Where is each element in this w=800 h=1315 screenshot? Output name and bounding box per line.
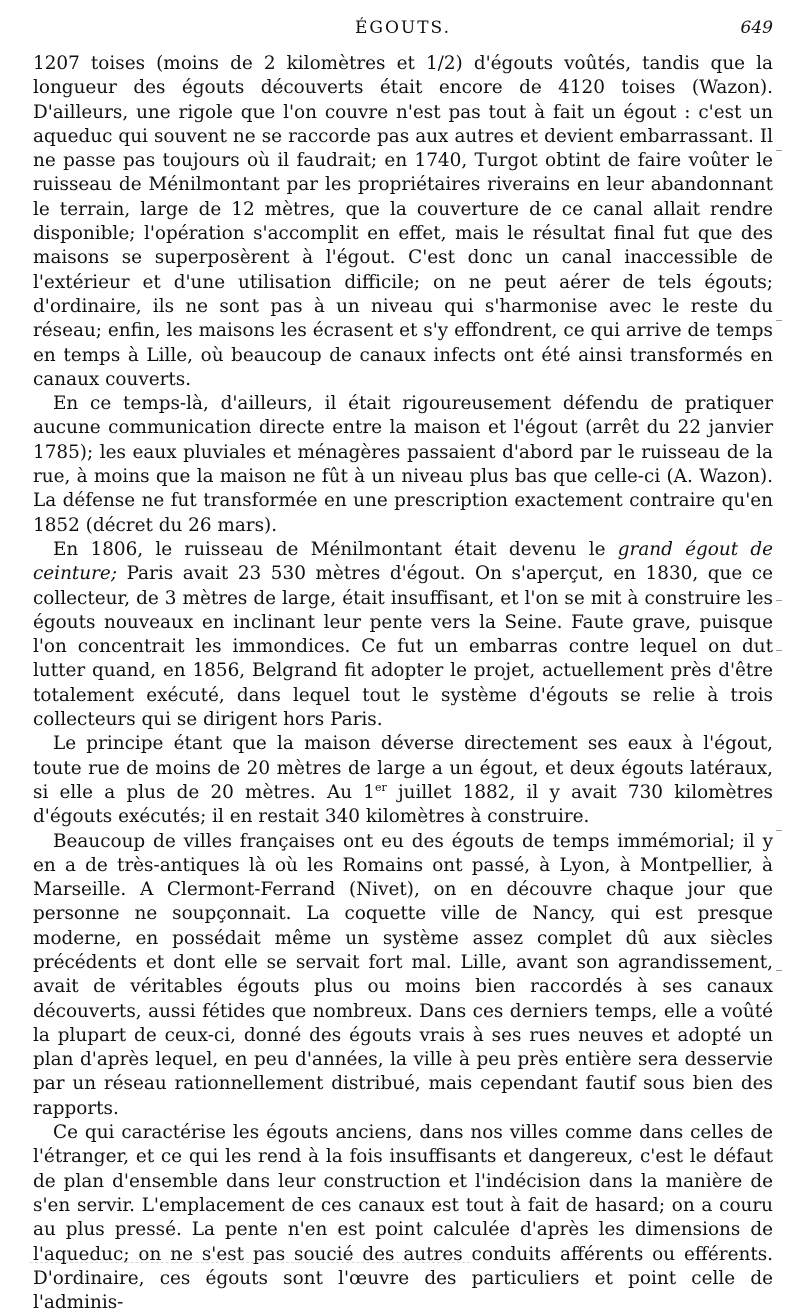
- page-number: 649: [740, 18, 773, 38]
- paragraph-3-start: En 1806, le ruisseau de Ménilmontant était devenu le: [53, 538, 606, 560]
- paragraph-4: [33, 732, 773, 829]
- paragraph-4-end: juillet 1882, il y avait 730 kilomètres d'égouts exécutés; il en restait 340 kilomètres à construire.: [33, 781, 773, 828]
- paragraph-5: Beaucoup de villes françaises ont eu des égouts de temps immémorial; il y en a de très-antiques là où les Romains ont passé, à Lyon, à Montpellier, à Marseille. A Clermont-Ferrand (Nivet), on en découvre chaque jour que personne ne soupçonnait. La coquette ville de Nancy, qui est presque moderne, en possédait même un système assez complet dû aux siècles précédents et dont elle se servait fort mal. Lille, avant son agrandissement, avait de véritables égouts plus ou moins bien raccordés à ses canaux découverts, aussi fétides que nombreux. Dans ces derniers temps, elle a voûté la plupart de ceux-ci, donné des égouts vrais à ses rues neuves et adopté un plan d'après lequel, en peu d'années, la ville à peu près entière sera desservie par un réseau rationnellement distribué, mais cependant fautif sous bien des rapports.: [33, 830, 773, 1119]
- margin-mark: [776, 600, 782, 601]
- margin-mark: [776, 830, 782, 831]
- margin-marks: [776, 120, 786, 940]
- paragraph-6: Ce qui caractérise les égouts anciens, dans nos villes comme dans celles de l'étranger, et ce qui les rend à la fois insuffisants et dangereux, c'est le défaut de plan d'ensemble dans leur construction et l'indécision dans la manière de s'en servir. L'emplacement de ces canaux est tout à fait de hasard; on a couru au plus pressé. La pente n'en est point calculée d'après les dimensions de l'aqueduc; on ne s'est pas soucié des autres conduits afférents ou efférents. D'ordinaire, ces égouts sont l'œuvre des particuliers et point celle de l'adminis-: [33, 1122, 773, 1314]
- paragraph-2: En ce temps-là, d'ailleurs, il était rigoureusement défendu de pratiquer aucune communication directe entre la maison et l'égout (arrêt du 22 janvier 1785); les eaux pluviales et ménagères passaient d'abord par le ruisseau de la rue, à moins que la maison ne fût à un niveau plus bas que celle-ci (A. Wazon). La défense ne fut transformée en une prescription exactement contraire qu'en 1852 (décret du 26 mars).: [33, 393, 773, 536]
- margin-mark: [776, 650, 782, 651]
- margin-mark: [776, 970, 782, 971]
- paragraph-3-italic: grand égout de ceinture;: [33, 538, 773, 585]
- body-text: [33, 52, 773, 1315]
- superscript-er: er: [374, 780, 387, 794]
- page-header: [33, 18, 773, 48]
- margin-mark: [776, 150, 782, 151]
- scan-artifact: [30, 1262, 470, 1266]
- running-title: ÉGOUTS.: [354, 18, 452, 38]
- paragraph-3-end: Paris avait 23 530 mètres d'égout. On s'aperçut, en 1830, que ce collecteur, de 3 mètres de large, était insuffisant, et l'on se mit à construire les égouts nouveaux en inclinant leur pente vers la Seine. Faute grave, puisque l'on concentrait les immondices. Ce fut un embarras contre lequel on dut lutter quand, en 1856, Belgrand fit adopter le projet, actuellement près d'être totalement exécuté, dans lequel tout le système d'égouts se relie à trois collecteurs qui se dirigent hors Paris.: [33, 563, 773, 731]
- paragraph-1: 1207 toises (moins de 2 kilomètres et 1/2) d'égouts voûtés, tandis que la longueur des égouts découverts était encore de 4120 toises (Wazon). D'ailleurs, une rigole que l'on couvre n'est pas tout à fait un égout : c'est un aqueduc qui souvent ne se raccorde pas aux autres et devient embarrassant. Il ne passe pas toujours où il faudrait; en 1740, Turgot obtint de faire voûter le ruisseau de Ménilmontant par les propriétaires riverains en leur abandonnant le terrain, large de 12 mètres, que la couverture de ce canal allait rendre disponible; l'opération s'accomplit en effet, mais le résultat final fut que des maisons se superposèrent à l'égout. C'est donc un canal inaccessible de l'extérieur et d'une utilisation difficile; on ne peut aérer de tels égouts; d'ordinaire, ils ne sont pas à un niveau qui s'harmonise avec le reste du réseau; enfin, les maisons les écrasent et s'y effondrent, ce qui arrive de temps en temps à Lille, où beaucoup de canaux infects ont été ainsi transformés en canaux couverts.: [33, 53, 773, 390]
- margin-mark: [776, 320, 782, 321]
- paragraph-4-start: Le principe étant que la maison déverse directement ses eaux à l'égout, toute rue de moins de 20 mètres de large a un égout, et deux égouts latéraux, si elle a plus de 20 mètres. Au 1: [33, 733, 773, 803]
- paragraph-3: [33, 538, 773, 732]
